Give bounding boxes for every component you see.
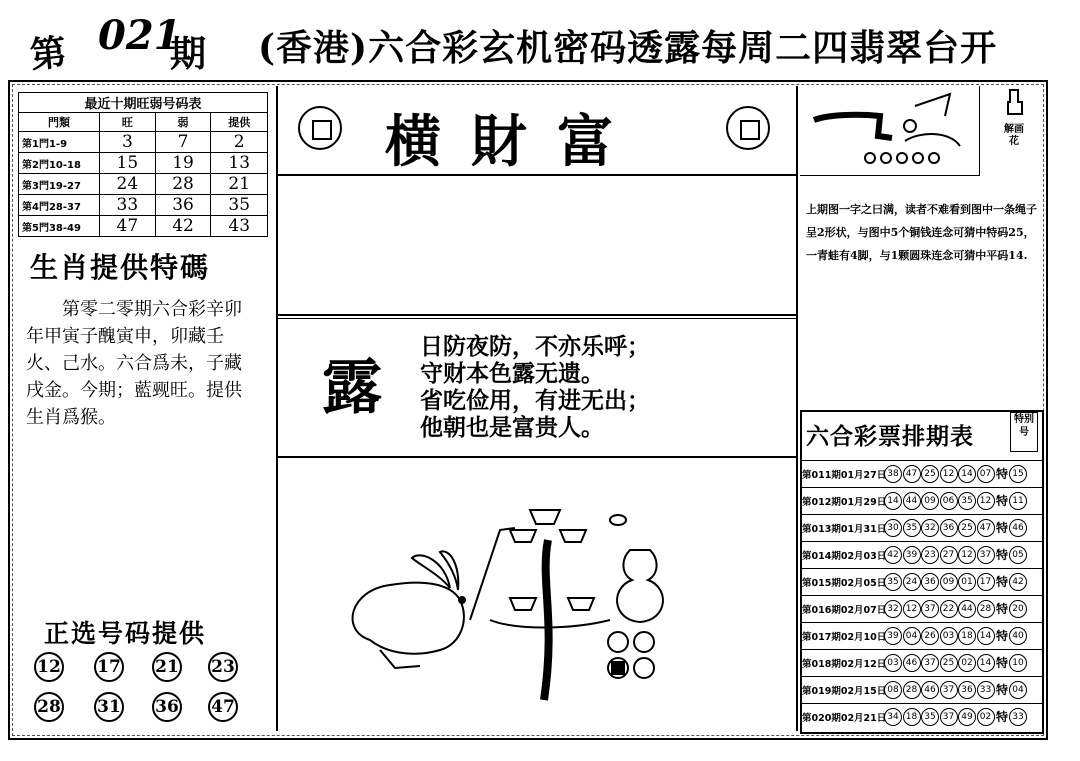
answer-label: 解画花 bbox=[1004, 124, 1024, 147]
draw-ball: 12 bbox=[940, 465, 958, 483]
special-label: 特 bbox=[996, 710, 1009, 724]
draw-ball: 37 bbox=[940, 708, 958, 726]
picks-title: 正选号码提供 bbox=[44, 619, 207, 648]
draw-ball: 35 bbox=[903, 519, 921, 537]
row-label: 第1門1-9 bbox=[19, 132, 100, 153]
draw-ball: 32 bbox=[921, 519, 939, 537]
draw-period: 第013期01月31日 bbox=[802, 523, 887, 535]
cell-value: 36 bbox=[155, 195, 211, 216]
draw-ball: 04 bbox=[903, 627, 921, 645]
special-ball: 15 bbox=[1009, 465, 1027, 483]
draw-ball: 14 bbox=[958, 465, 976, 483]
draw-ball: 24 bbox=[903, 573, 921, 591]
issue-number: 021 bbox=[98, 12, 182, 59]
draw-ball: 25 bbox=[958, 519, 976, 537]
draw-row bbox=[802, 568, 1044, 594]
issue-prefix: 第 bbox=[28, 31, 69, 77]
hot-cold-caption: 最近十期旺弱号码表 bbox=[19, 93, 268, 113]
row-label: 第2門10-18 bbox=[19, 153, 100, 174]
pick-ball: 12 bbox=[34, 652, 64, 682]
coin-icon bbox=[298, 106, 342, 150]
coin-icon bbox=[726, 106, 770, 150]
table-row bbox=[19, 132, 268, 153]
draw-ball: 09 bbox=[921, 492, 939, 510]
table-row bbox=[19, 195, 268, 216]
col-header: 門類 bbox=[19, 113, 100, 132]
special-number-tag: 特别号 bbox=[1010, 412, 1038, 452]
special-label: 特 bbox=[996, 656, 1009, 670]
special-label: 特 bbox=[996, 467, 1009, 481]
draw-ball: 02 bbox=[958, 654, 976, 672]
draw-ball: 28 bbox=[977, 600, 995, 618]
draw-row bbox=[802, 649, 1044, 675]
cell-value: 21 bbox=[211, 174, 268, 195]
special-label: 特 bbox=[996, 494, 1009, 508]
draw-row bbox=[802, 514, 1044, 540]
draw-row bbox=[802, 622, 1044, 648]
draw-ball: 36 bbox=[921, 573, 939, 591]
draw-ball: 12 bbox=[977, 492, 995, 510]
big-character: 露 bbox=[322, 353, 382, 423]
poem-line: 他朝也是富贵人。 bbox=[420, 415, 604, 441]
draw-ball: 07 bbox=[977, 465, 995, 483]
special-ball: 10 bbox=[1009, 654, 1027, 672]
cell-value: 33 bbox=[100, 195, 156, 216]
ingot-icon bbox=[510, 598, 536, 610]
rabbit-icon bbox=[353, 583, 464, 654]
draw-ball: 26 bbox=[921, 627, 939, 645]
special-ball: 11 bbox=[1009, 492, 1027, 510]
pick-ball: 36 bbox=[152, 692, 182, 722]
draw-ball: 34 bbox=[884, 708, 902, 726]
draw-ball: 30 bbox=[884, 519, 902, 537]
cell-value: 3 bbox=[100, 132, 156, 153]
cell-value: 7 bbox=[155, 132, 211, 153]
ingot-icon bbox=[560, 530, 586, 542]
ingot-icon bbox=[530, 510, 560, 524]
draw-ball: 37 bbox=[921, 600, 939, 618]
draw-ball: 42 bbox=[884, 546, 902, 564]
draw-ball: 37 bbox=[977, 546, 995, 564]
draw-ball: 28 bbox=[903, 681, 921, 699]
draw-period: 第018期02月12日 bbox=[802, 658, 887, 670]
special-label: 特 bbox=[996, 521, 1009, 535]
draw-ball: 18 bbox=[958, 627, 976, 645]
main-title: 横財富 bbox=[385, 109, 643, 175]
draw-ball: 01 bbox=[958, 573, 976, 591]
draw-schedule-title: 六合彩票排期表 bbox=[806, 424, 974, 450]
draw-row bbox=[802, 541, 1044, 567]
draw-ball: 14 bbox=[884, 492, 902, 510]
pick-ball: 28 bbox=[34, 692, 64, 722]
col-header: 弱 bbox=[155, 113, 211, 132]
draw-row bbox=[802, 460, 1044, 486]
hot-cold-table bbox=[18, 92, 268, 237]
draw-ball: 39 bbox=[884, 627, 902, 645]
pick-ball: 47 bbox=[208, 692, 238, 722]
poem bbox=[420, 334, 650, 442]
zodiac-text: 第零二零期六合彩辛卯年甲寅子醜寅申，卯藏壬火、己水。六合爲未，子藏戌金。今期；藍觋旺。提供生肖爲猴。 bbox=[26, 299, 242, 428]
pointing-hand-icon bbox=[1004, 88, 1026, 120]
draw-row bbox=[802, 703, 1044, 729]
draw-ball: 02 bbox=[977, 708, 995, 726]
draw-ball: 37 bbox=[921, 654, 939, 672]
special-label: 特 bbox=[996, 575, 1009, 589]
draw-row bbox=[802, 487, 1044, 513]
pick-ball: 31 bbox=[94, 692, 124, 722]
special-label: 特 bbox=[996, 629, 1009, 643]
special-label: 特 bbox=[996, 683, 1009, 697]
cell-value: 19 bbox=[155, 153, 211, 174]
pick-ball: 17 bbox=[94, 652, 124, 682]
draw-ball: 17 bbox=[977, 573, 995, 591]
cell-value: 47 bbox=[100, 216, 156, 237]
plant-stem-icon bbox=[544, 540, 549, 700]
draw-ball: 12 bbox=[903, 600, 921, 618]
col-header: 旺 bbox=[100, 113, 156, 132]
special-ball: 04 bbox=[1009, 681, 1027, 699]
draw-ball: 46 bbox=[903, 654, 921, 672]
special-ball: 42 bbox=[1009, 573, 1027, 591]
row-label: 第4門28-37 bbox=[19, 195, 100, 216]
riddle-picture-box bbox=[800, 86, 980, 176]
cell-value: 42 bbox=[155, 216, 211, 237]
special-ball: 46 bbox=[1009, 519, 1027, 537]
draw-ball: 36 bbox=[940, 519, 958, 537]
draw-ball: 35 bbox=[958, 492, 976, 510]
draw-ball: 06 bbox=[940, 492, 958, 510]
cell-value: 28 bbox=[155, 174, 211, 195]
ingot-icon bbox=[568, 598, 594, 610]
draw-period: 第019期02月15日 bbox=[802, 685, 887, 697]
special-label: 特 bbox=[996, 602, 1009, 616]
draw-period: 第020期02月21日 bbox=[802, 712, 887, 724]
draw-ball: 25 bbox=[921, 465, 939, 483]
cell-value: 13 bbox=[211, 153, 268, 174]
pick-ball: 21 bbox=[152, 652, 182, 682]
draw-ball: 08 bbox=[884, 681, 902, 699]
poem-line: 省吃俭用，有进无出； bbox=[420, 388, 650, 414]
draw-ball: 44 bbox=[958, 600, 976, 618]
row-label: 第5門38-49 bbox=[19, 216, 100, 237]
draw-ball: 46 bbox=[921, 681, 939, 699]
draw-ball: 39 bbox=[903, 546, 921, 564]
table-row bbox=[19, 216, 268, 237]
draw-ball: 23 bbox=[921, 546, 939, 564]
cell-value: 2 bbox=[211, 132, 268, 153]
draw-ball: 09 bbox=[940, 573, 958, 591]
draw-ball: 49 bbox=[958, 708, 976, 726]
draw-ball: 25 bbox=[940, 654, 958, 672]
draw-ball: 03 bbox=[884, 654, 902, 672]
draw-ball: 44 bbox=[903, 492, 921, 510]
cell-value: 43 bbox=[211, 216, 268, 237]
draw-period: 第016期02月07日 bbox=[802, 604, 887, 616]
draw-period: 第012期01月29日 bbox=[802, 496, 887, 508]
draw-row bbox=[802, 595, 1044, 621]
draw-ball: 47 bbox=[903, 465, 921, 483]
page-title: (香港)六合彩玄机密码透露每周二四翡翠台开 bbox=[258, 27, 998, 69]
issue-suffix: 期 bbox=[170, 33, 207, 75]
cell-value: 35 bbox=[211, 195, 268, 216]
special-label: 特 bbox=[996, 548, 1009, 562]
draw-row bbox=[802, 676, 1044, 702]
draw-ball: 12 bbox=[958, 546, 976, 564]
ingot-icon bbox=[510, 530, 536, 542]
riddle-hint: 上期图一字之曰满，读者不难看到图中一条绳子呈2形状，与图中5个铜钱连念可猜中特码25，一青蛙有4脚，与1颗圆珠连念可猜中平码14. bbox=[806, 203, 1037, 262]
draw-ball: 03 bbox=[940, 627, 958, 645]
draw-ball: 32 bbox=[884, 600, 902, 618]
draw-ball: 47 bbox=[977, 519, 995, 537]
gourd-icon bbox=[617, 550, 663, 622]
col-header: 提供 bbox=[211, 113, 268, 132]
riddle-picture bbox=[800, 86, 978, 174]
draw-ball: 33 bbox=[977, 681, 995, 699]
special-ball: 40 bbox=[1009, 627, 1027, 645]
draw-ball: 18 bbox=[903, 708, 921, 726]
draw-period: 第015期02月05日 bbox=[802, 577, 887, 589]
draw-ball: 37 bbox=[940, 681, 958, 699]
special-ball: 20 bbox=[1009, 600, 1027, 618]
blank-box bbox=[276, 176, 798, 316]
draw-period: 第011期01月27日 bbox=[802, 469, 887, 481]
draw-ball: 14 bbox=[977, 654, 995, 672]
draw-ball: 38 bbox=[884, 465, 902, 483]
riddle-illustration bbox=[300, 470, 700, 720]
special-ball: 33 bbox=[1009, 708, 1027, 726]
table-row bbox=[19, 174, 268, 195]
pick-ball: 23 bbox=[208, 652, 238, 682]
draw-ball: 36 bbox=[958, 681, 976, 699]
cell-value: 15 bbox=[100, 153, 156, 174]
cell-value: 24 bbox=[100, 174, 156, 195]
header bbox=[28, 8, 1050, 77]
draw-ball: 35 bbox=[921, 708, 939, 726]
row-label: 第3門19-27 bbox=[19, 174, 100, 195]
draw-ball: 14 bbox=[977, 627, 995, 645]
special-ball: 05 bbox=[1009, 546, 1027, 564]
draw-ball: 27 bbox=[940, 546, 958, 564]
zodiac-title: 生肖提供特碼 bbox=[30, 251, 211, 284]
draw-period: 第017期02月10日 bbox=[802, 631, 887, 643]
draw-ball: 35 bbox=[884, 573, 902, 591]
draw-period: 第014期02月03日 bbox=[802, 550, 887, 562]
poem-line: 日防夜防，不亦乐呼； bbox=[420, 334, 650, 360]
bee-icon bbox=[610, 515, 626, 525]
poem-line: 守财本色露无遗。 bbox=[420, 361, 604, 387]
table-row bbox=[19, 153, 268, 174]
draw-ball: 22 bbox=[940, 600, 958, 618]
